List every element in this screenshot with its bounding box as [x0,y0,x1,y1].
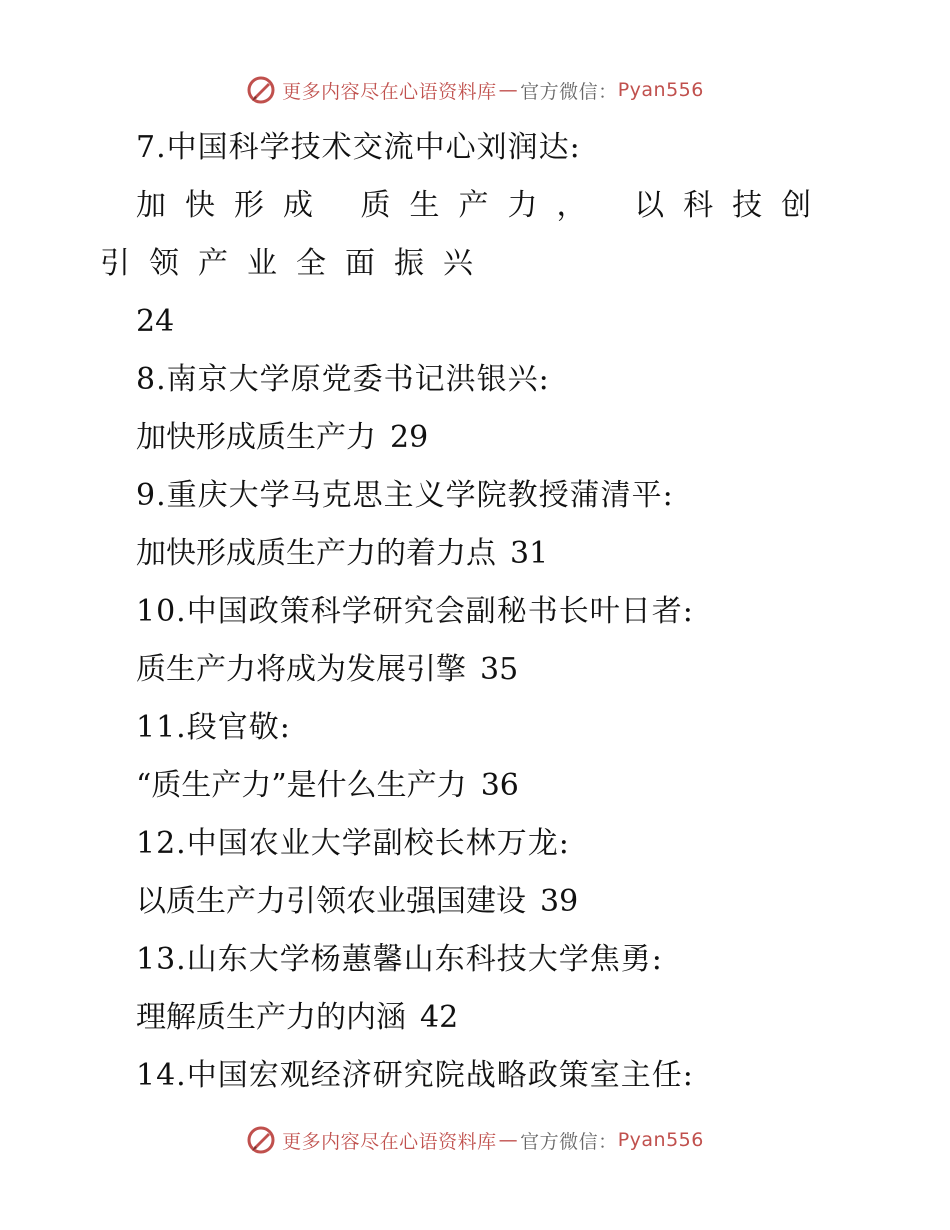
toc-item-9 [136,534,548,574]
toc-title-12: 以质生产力引领农业强国建设 [136,884,526,919]
toc-page-13: 42 [420,1000,459,1035]
watermark-header [0,72,950,108]
toc-title-7-line1: 加快形成 质生产力， 以科技创 [136,188,831,223]
toc-heading-8: 8.南京大学原党委书记洪银兴: [136,362,550,397]
watermark-separator: — [498,79,519,101]
toc-heading-10: 10.中国政策科学研究会副秘书长叶日者: [136,594,694,629]
toc-page-7: 24 [136,304,175,339]
watermark-id: Pyan556 [617,1129,704,1151]
toc-title-7-line2: 引领产业全面振兴 [100,246,492,281]
toc-page-10: 35 [480,652,519,687]
watermark-id: Pyan556 [617,79,704,101]
watermark-label: 官方微信： [520,1130,618,1153]
watermark-label: 官方微信： [520,80,618,103]
watermark-separator: — [498,1129,519,1151]
toc-heading-7: 7.中国科学技术交流中心刘润达: [136,130,581,165]
toc-heading-11: 11.段官敬: [136,710,291,745]
watermark-text: 更多内容尽在心语资料库 [282,80,497,103]
toc-title-9: 加快形成质生产力的着力点 [136,536,496,571]
toc-heading-9: 9.重庆大学马克思主义学院教授蒲清平: [136,478,674,513]
toc-heading-13: 13.山东大学杨蕙馨山东科技大学焦勇: [136,942,663,977]
toc-item-12 [136,882,578,922]
watermark-footer [0,1122,950,1158]
toc-item-8 [136,418,428,458]
toc-page-8: 29 [390,420,429,455]
toc-heading-14: 14.中国宏观经济研究院战略政策室主任: [136,1058,694,1093]
toc-title-8: 加快形成质生产力 [136,420,376,455]
toc-page-12: 39 [540,884,579,919]
watermark-text: 更多内容尽在心语资料库 [282,1130,497,1153]
toc-item-11 [136,766,519,806]
toc-page-9: 31 [510,536,549,571]
toc-title-11: “质生产力”是什么生产力 [136,768,467,803]
toc-heading-12: 12.中国农业大学副校长林万龙: [136,826,570,861]
toc-item-13 [136,998,458,1038]
toc-page-11: 36 [480,768,519,803]
toc-item-10 [136,650,518,690]
pen-logo-icon [246,1125,276,1155]
pen-logo-icon [246,75,276,105]
toc-title-10: 质生产力将成为发展引擎 [136,652,466,687]
toc-title-13: 理解质生产力的内涵 [136,1000,406,1035]
